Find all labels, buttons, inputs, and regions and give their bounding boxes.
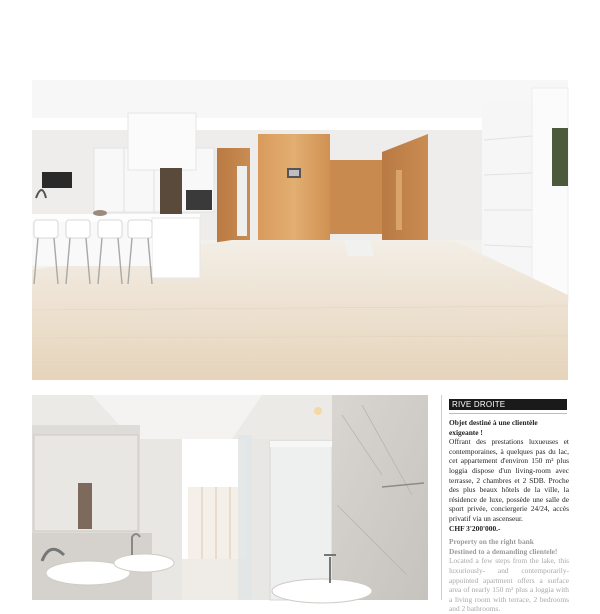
section-tag: RIVE DROITE [449,399,567,410]
french-body: Offrant des prestations luxueuses et contemporaines, à quelques pas du lac, cet appartement d'environ 150 m² plus loggia dispose d'un living-room avec terrasse, 2 chambres et 2 SDB. Proche des plus beaux hôtels de la ville, la résidence de luxe, possède une salle de sport privée, conciergerie 24/24, accès privatif via un ascenseur. [449,437,569,523]
price: CHF 3'200'000.- [449,523,501,533]
french-headline-line1: Objet destiné à une clientèle [449,418,538,427]
bathroom-illustration [32,395,428,600]
tag-underline [449,413,567,414]
english-headline [449,537,569,556]
living-room-photo [32,80,568,380]
bathroom-photo [32,395,428,600]
french-headline-line2: exigeante ! [449,427,483,437]
english-headline-line2: Destined to a demanding clientele! [449,546,558,556]
article-column [441,395,569,614]
living-room-illustration [32,80,568,380]
english-body: Located a few steps from the lake, this luxuriously- and contemporarily-appointed apartment offers a surface area of nearly 150 m² plus a loggia with a living room with terrace, 2 bedrooms and 2 bathrooms. [449,556,569,614]
english-headline-line1: Property on the right bank [449,537,534,547]
french-headline [449,418,569,437]
